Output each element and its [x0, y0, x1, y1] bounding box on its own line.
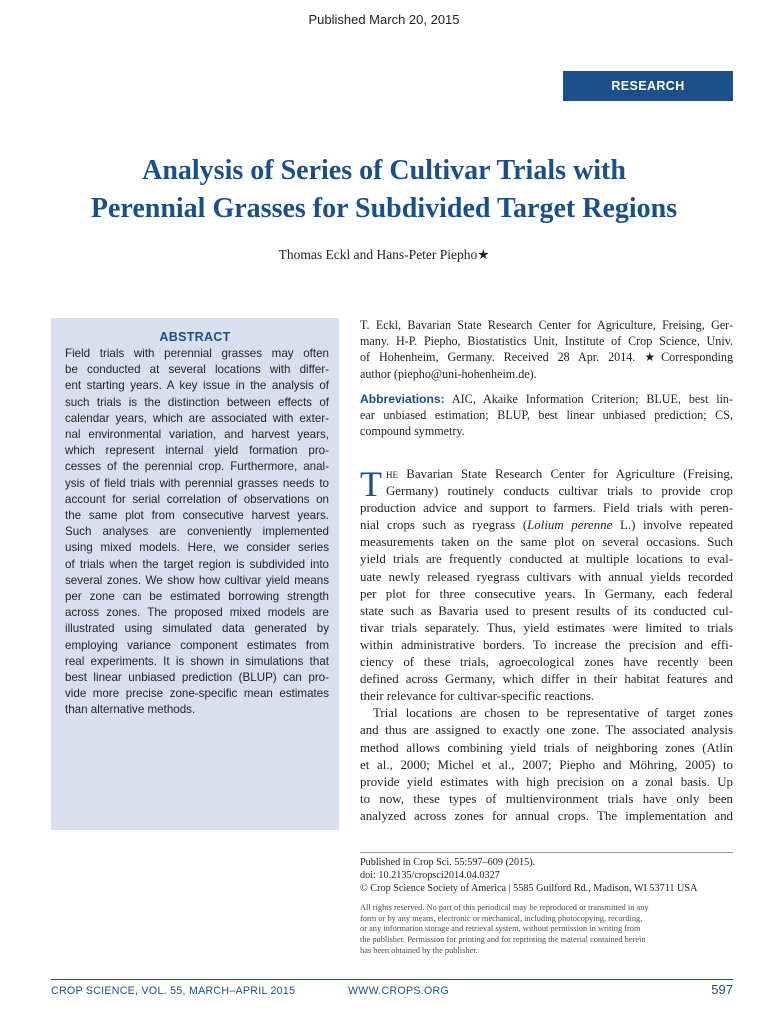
body-line: uate newly released ryegrass cultivars with annual yields recorded — [360, 569, 733, 584]
abstract-line: account for serial correlation of observations on — [65, 492, 329, 506]
abstract-line: employing variance component estimates from — [65, 638, 329, 652]
abstract-line: real experiments. It is shown in simulations that — [65, 654, 329, 668]
publication-line: © Crop Science Society of America | 5585 Guilford Rd., Madison, WI 53711 USA — [360, 883, 698, 894]
body-line: Trial locations are chosen to be representative of target zones — [373, 706, 733, 721]
rights-line: All rights reserved. No part of this periodical may be reproduced or transmitted in any — [360, 903, 649, 912]
abstract-line: several zones. We show how cultivar yield means — [65, 573, 329, 587]
abstract-line: Field trials with perennial grasses may often — [65, 347, 329, 360]
doi-link[interactable]: doi: 10.2135/cropsci2014.04.0327 — [360, 870, 500, 881]
body-line: method allows combining yield trials of neighboring zones (Atlin — [360, 740, 733, 755]
body-line: et al., 2000; Michel et al., 2007; Piepho and Möhring, 2005) to — [360, 757, 733, 772]
abstract-line: of trials when the target region is subdivided into — [65, 557, 329, 571]
rights-line: the publisher. Permission for printing and for reprinting the material contained herein — [360, 935, 646, 945]
affiliation-line: of Hohenheim, Germany. Received 28 Apr. 2014. ★Corresponding — [360, 350, 733, 365]
body-line: tivar trials separately. Thus, yield estimates were limited to trials — [360, 620, 733, 635]
body-line — [360, 466, 733, 483]
affiliation-line: T. Eckl, Bavarian State Research Center for Agriculture, Freising, Ger- — [360, 318, 733, 332]
abstract-line: nal environmental variation, and harvest years, — [65, 428, 329, 442]
abstract-line: such trials is the distinction between effects of — [65, 395, 329, 409]
abstract-line: ent starting years. A key issue in the analysis of — [65, 379, 329, 393]
website-link[interactable]: WWW.CROPS.ORG — [348, 985, 450, 997]
rights-line: has been obtained by the publisher. — [360, 945, 478, 955]
body-line: within administrative borders. To increase the precision and effi- — [360, 637, 733, 652]
body-line-text: nial crops such as ryegrass ( — [360, 518, 528, 533]
published-date: Published March 20, 2015 — [308, 12, 460, 27]
abbreviations-line — [360, 391, 733, 407]
body-line: production advice and support to farmers. Field trials with peren- — [360, 501, 733, 516]
abbreviations-label: Abbreviations: — [360, 391, 445, 406]
article-title — [40, 152, 728, 228]
abbreviations-line: ear unbiased estimation; BLUP, best linear unbiased prediction; CS, — [360, 408, 733, 423]
species-name: Lolium perenne — [527, 518, 613, 533]
abstract-line: vide more precise zone-specific mean estimates — [65, 687, 329, 701]
body-line: Germany) routinely conducts cultivar trials to provide crop — [386, 484, 733, 499]
abstract-line: across zones. The proposed mixed models are — [65, 606, 329, 620]
body-line: their relevance for cultivar-specific reactions. — [360, 689, 595, 704]
rights-line: form or by any means, electronic or mechanical, including photocopying, recording, — [360, 913, 643, 923]
journal-citation: CROP SCIENCE, VOL. 55, MARCH–APRIL 2015 — [51, 985, 296, 997]
body-line-text: L.) involve repeated — [612, 518, 734, 533]
body-line: ciency of these trials, agroecological zones have recently been — [360, 655, 733, 670]
section-badge: RESEARCH — [563, 71, 733, 101]
publication-info — [360, 856, 733, 895]
drop-cap: T — [360, 464, 382, 504]
body-line: per plot for three consecutive years. In Germany, each federal — [360, 586, 733, 601]
affiliation-block — [360, 317, 733, 439]
rights-notice — [360, 903, 733, 957]
abstract-line: cesses of the perennial crop. Furthermore, anal- — [65, 460, 329, 474]
smallcaps-lead: he — [386, 467, 398, 481]
title-line: Analysis of Series of Cultivar Trials with — [142, 155, 626, 186]
body-text — [360, 466, 733, 825]
abstract-line: calendar years, which are associated with exter- — [65, 411, 329, 425]
body-line: analyzed across zones for annual crops. The implementation and — [360, 808, 733, 823]
title-line: Perennial Grasses for Subdivided Target Regions — [90, 193, 678, 224]
abstract-line: Such analyses are conveniently implemented — [65, 525, 329, 539]
body-line: provide yield estimates with high precision on a zonal basis. Up — [360, 774, 733, 789]
affiliation-line: author (piepho@uni-hohenheim.de). — [360, 366, 537, 381]
abstract-line: the same plot from consecutive harvest years. — [65, 509, 329, 523]
body-line: measurements taken on the same plot on several occasions. Such — [360, 535, 733, 550]
abstract-line: ysis of field trials with perennial grasses needs to — [65, 476, 329, 490]
abstract-line: per zone can be estimated borrowing strength — [65, 590, 329, 604]
abstract-text — [65, 346, 329, 719]
body-line: defined across Germany, which differ in their habitat features and — [360, 672, 733, 687]
abstract-line: best linear unbiased prediction (BLUP) can pro- — [65, 671, 329, 685]
rights-line: or any information storage and retrieval system, without permission in writing from — [360, 924, 641, 934]
abstract-line: using mixed models. Here, we consider series — [65, 541, 329, 555]
abstract-line: illustrated using simulated data generated by — [65, 622, 329, 636]
abstract-line: than alternative methods. — [65, 703, 196, 717]
abbreviations-text: AIC, Akaike Information Criterion; BLUE, best lin- — [444, 391, 733, 406]
body-line — [360, 517, 733, 534]
body-line-text: Bavarian State Research Center for Agriculture (Freising, — [398, 467, 733, 481]
footer-divider — [51, 979, 733, 980]
affiliation-line: many. H-P. Piepho, Biostatistics Unit, Institute of Crop Science, Univ. — [360, 334, 733, 349]
abbreviations-line: compound symmetry. — [360, 424, 465, 439]
abstract-heading: ABSTRACT — [159, 330, 231, 344]
body-line: and thus are assigned to exactly one zone. The associated analysis — [360, 723, 733, 738]
page-number: 597 — [711, 982, 733, 997]
body-line: state such as Bavaria used to present results of its conducted cul- — [360, 603, 733, 618]
body-line: to now, these types of multienvironment trials have only been — [360, 791, 733, 806]
author-list: Thomas Eckl and Hans-Peter Piepho★ — [278, 247, 490, 262]
abstract-line: which represent internal yield formation pro- — [65, 444, 329, 458]
publication-line: Published in Crop Sci. 55:597–609 (2015). — [360, 857, 536, 868]
abstract-line: be conducted at several locations with differ- — [65, 363, 329, 377]
body-line: yield trials are frequently conducted at multiple locations to eval- — [360, 552, 733, 567]
footnote-divider — [360, 852, 733, 853]
